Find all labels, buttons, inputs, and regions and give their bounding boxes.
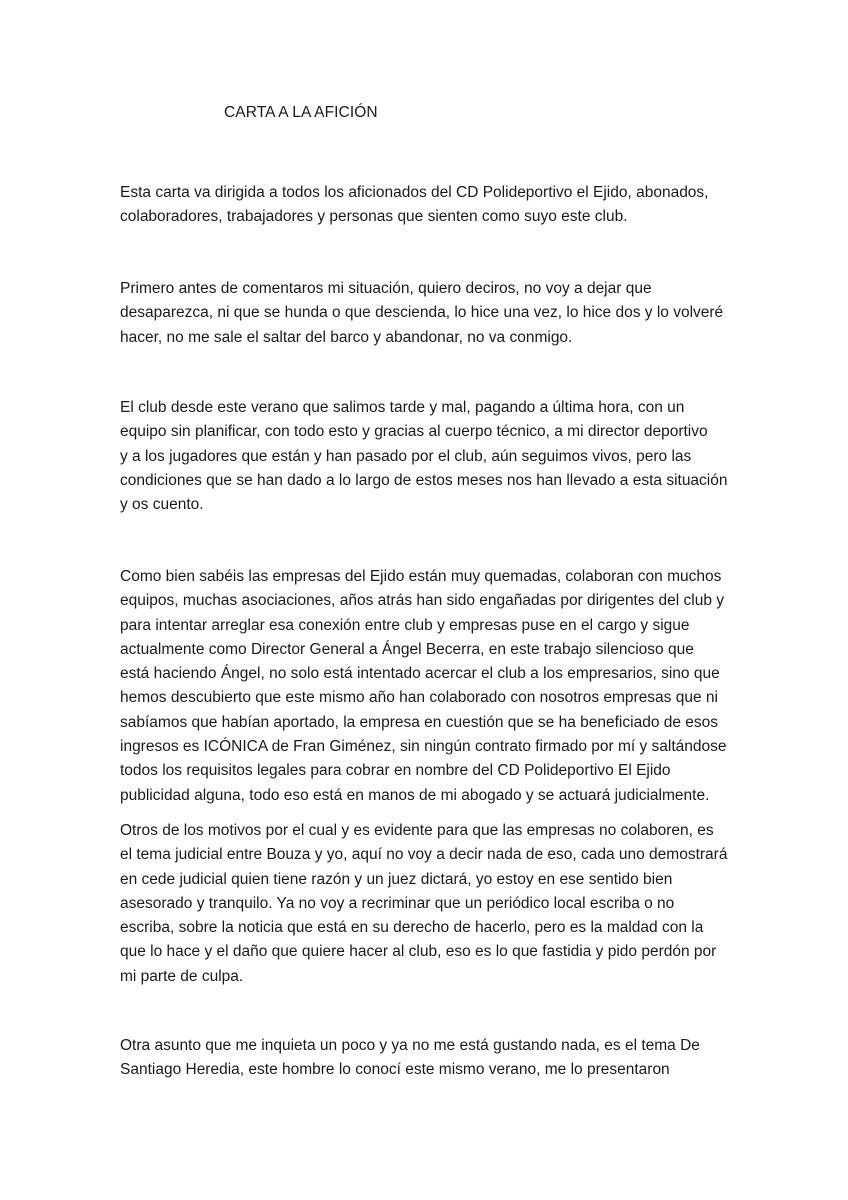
text-line: Otra asunto que me inquieta un poco y ya no me está gustando nada, es el tema De <box>120 1037 700 1054</box>
paragraph-santiago-heredia <box>120 1034 740 1083</box>
text-line: Como bien sabéis las empresas del Ejido están muy quemadas, colaboran con muchos <box>120 568 722 585</box>
text-line: y a los jugadores que están y han pasado por el club, aún seguimos vivos, pero las <box>120 447 692 465</box>
text-line: y os cuento. <box>120 496 204 514</box>
letter-title: CARTA A LA AFICIÓN <box>224 104 378 121</box>
text-line: El club desde este verano que salimos tarde y mal, pagando a última hora, con un <box>120 399 685 416</box>
text-line: escriba, sobre la noticia que está en su derecho de hacerlo, pero es la maldad con la <box>120 919 704 937</box>
paragraph-commitment <box>120 277 740 350</box>
text-line: equipo sin planificar, con todo esto y gracias al cuerpo técnico, a mi director deportivo <box>120 423 708 441</box>
paragraph-judicial <box>120 819 740 989</box>
text-line: publicidad alguna, todo eso está en manos de mi abogado y se actuará judicialmente. <box>120 786 710 804</box>
text-line: actualmente como Director General a Ángel Becerra, en este trabajo silencioso que <box>120 640 694 658</box>
text-line: condiciones que se han dado a lo largo de estos meses nos han llevado a esta situación <box>120 471 728 489</box>
text-line: asesorado y tranquilo. Ya no voy a recriminar que un periódico local escriba o no <box>120 894 675 912</box>
text-line: está haciendo Ángel, no solo está intentado acercar el club a los empresarios, sino que <box>120 665 720 683</box>
paragraph-intro <box>120 181 740 230</box>
text-line: colaboradores, trabajadores y personas que sienten como suyo este club. <box>120 208 628 226</box>
text-line: ingresos es ICÓNICA de Fran Giménez, sin ningún contrato firmado por mí y saltándose <box>120 738 727 756</box>
text-line: sabíamos que habían aportado, la empresa en cuestión que se ha beneficiado de esos <box>120 713 719 731</box>
text-line: Esta carta va dirigida a todos los aficionados del CD Polideportivo el Ejido, abonados, <box>120 184 709 201</box>
text-line: Primero antes de comentaros mi situación, quiero deciros, no voy a dejar que <box>120 280 652 297</box>
paragraph-club-situation <box>120 396 740 517</box>
text-line: en cede judicial quien tiene razón y un juez dictará, yo estoy en ese sentido bien <box>120 870 673 888</box>
text-line: Santiago Heredia, este hombre lo conocí este mismo verano, me lo presentaron <box>120 1061 670 1079</box>
text-line: para intentar arreglar esa conexión entre club y empresas puse en el cargo y sigue <box>120 616 690 634</box>
text-line: Otros de los motivos por el cual y es evidente para que las empresas no colaboren, es <box>120 822 714 839</box>
text-line: hemos descubierto que este mismo año han colaborado con nosotros empresas que ni <box>120 689 718 707</box>
text-line: el tema judicial entre Bouza y yo, aquí no voy a decir nada de eso, cada uno demostrará <box>120 846 728 864</box>
text-line: mi parte de culpa. <box>120 967 244 985</box>
text-line: equipos, muchas asociaciones, años atrás han sido engañadas por dirigentes del club y <box>120 592 725 610</box>
paragraph-companies <box>120 565 740 808</box>
text-line: hacer, no me sale el saltar del barco y abandonar, no va conmigo. <box>120 328 573 346</box>
text-line: desaparezca, ni que se hunda o que descienda, lo hice una vez, lo hice dos y lo volveré <box>120 304 724 322</box>
text-line: que lo hace y el daño que quiere hacer al club, eso es lo que fastidia y pido perdón por <box>120 943 717 961</box>
text-line: todos los requisitos legales para cobrar en nombre del CD Polideportivo El Ejido <box>120 762 671 780</box>
